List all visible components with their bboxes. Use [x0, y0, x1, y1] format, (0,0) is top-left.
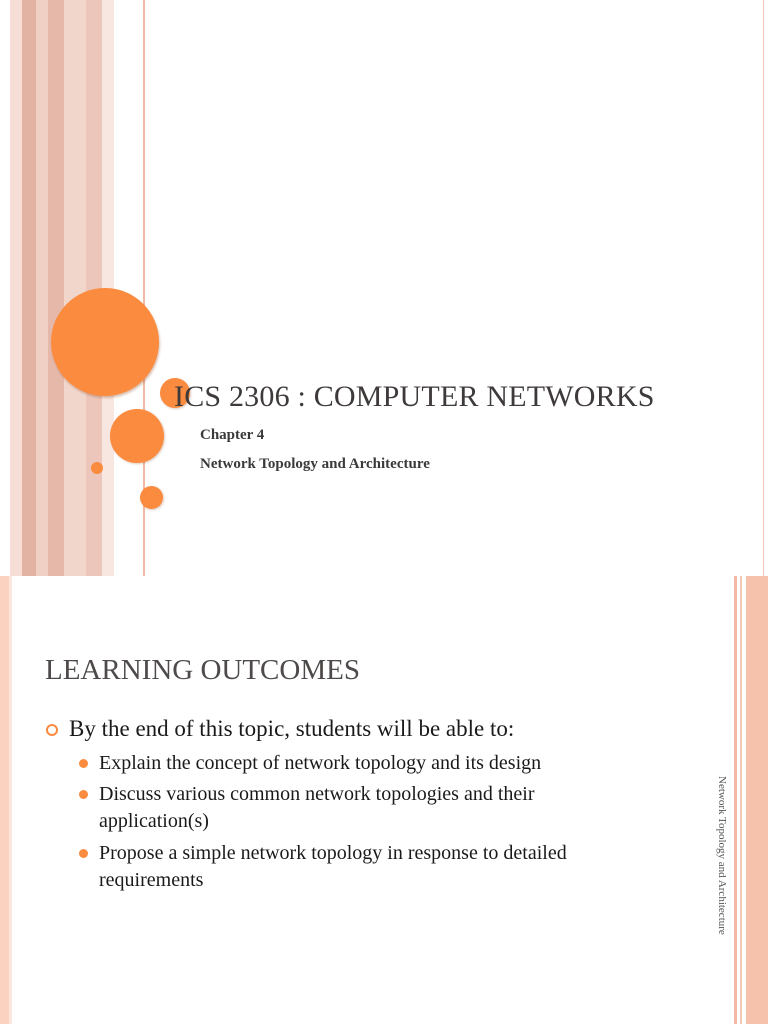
- decor-stripe: [740, 576, 742, 1024]
- decor-stripe: [36, 0, 48, 576]
- decor-circle-dot: [91, 462, 103, 474]
- decor-circle-large: [51, 288, 159, 396]
- decor-stripe: [10, 0, 22, 576]
- intro-text: By the end of this topic, students will be able to:: [69, 716, 515, 741]
- decor-stripe: [734, 576, 737, 1024]
- side-label: [712, 776, 732, 966]
- slide-subtitle: Network Topology and Architecture: [200, 456, 430, 472]
- outcomes-slide: [0, 576, 768, 1024]
- chapter-label: Chapter 4: [200, 427, 265, 443]
- slide-heading: LEARNING OUTCOMES: [45, 654, 360, 686]
- side-label-text: Network Topology and Architecture: [716, 776, 728, 935]
- decor-stripe: [48, 0, 64, 576]
- decor-stripe: [9, 576, 12, 1024]
- hollow-bullet-icon: [46, 724, 58, 736]
- decor-stripe: [746, 576, 768, 1024]
- outcome-item: Propose a simple network topology in response to detailed requirements: [99, 842, 567, 891]
- decor-stripe: [22, 0, 36, 576]
- decor-stripe: [64, 0, 86, 576]
- outcome-item: Explain the concept of network topology and its design: [99, 752, 542, 774]
- bullet-icon: [79, 759, 88, 768]
- slide-title: ICS 2306 : COMPUTER NETWORKS: [174, 380, 655, 413]
- outcome-item: Discuss various common network topologies and their application(s): [99, 783, 535, 832]
- bullet-icon: [79, 790, 88, 799]
- decor-line: [763, 0, 764, 576]
- decor-circle-low: [140, 486, 163, 509]
- decor-circle-medium: [110, 409, 164, 463]
- decor-stripe: [0, 576, 9, 1024]
- bullet-icon: [79, 849, 88, 858]
- slide-edge: [0, 0, 10, 576]
